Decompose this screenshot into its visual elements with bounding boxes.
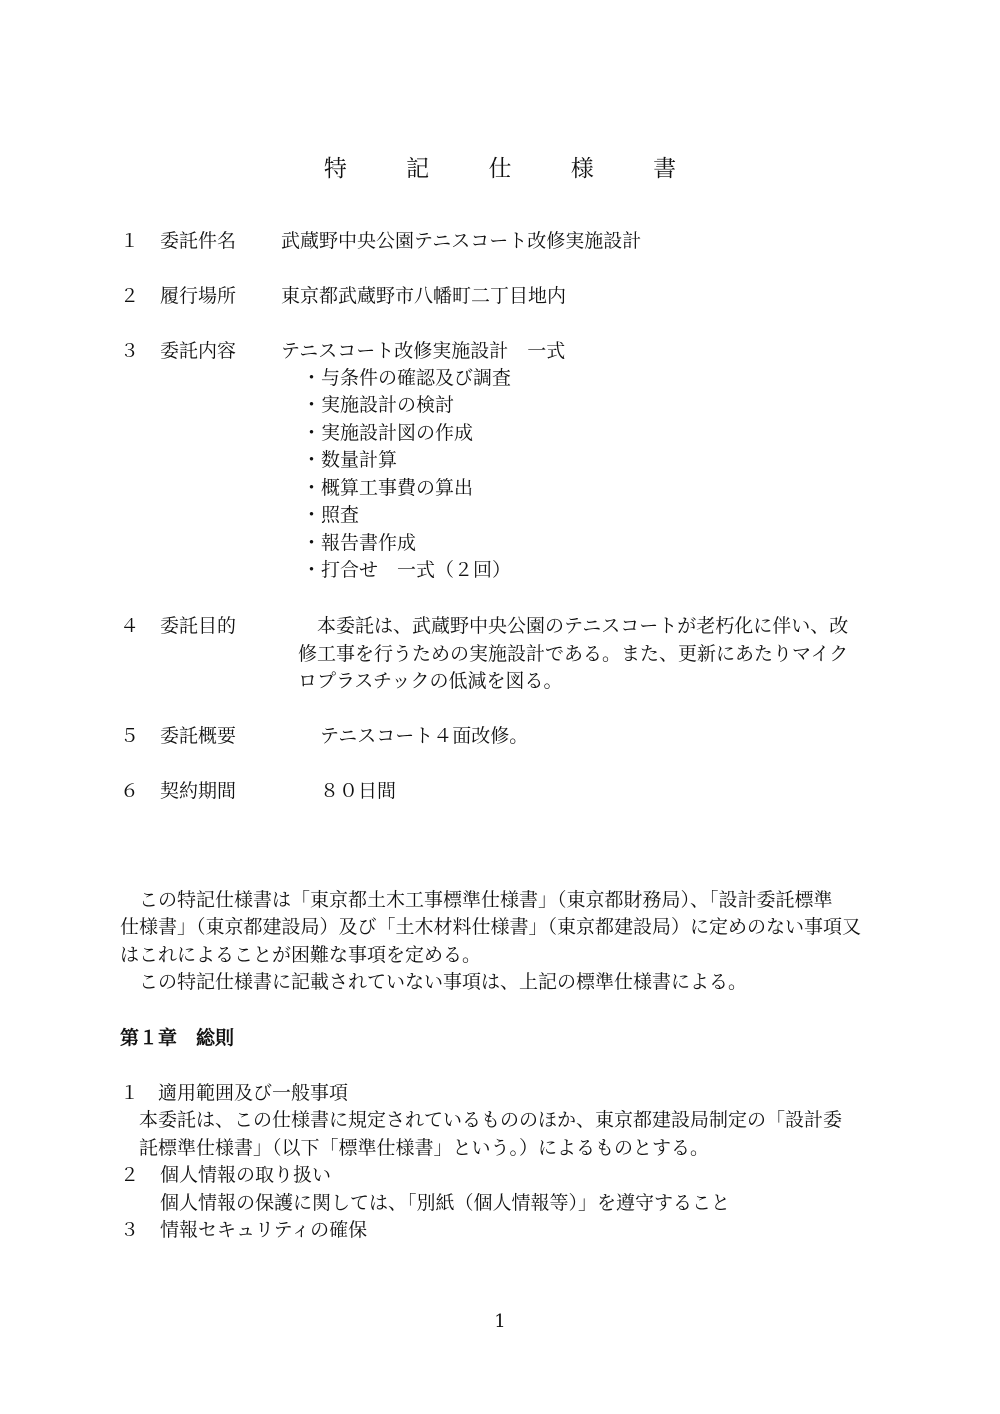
item-6-label: 契約期間: [160, 780, 237, 802]
item-1-label: 委託件名: [160, 230, 237, 252]
item-5-label: 委託概要: [160, 725, 237, 747]
preamble-line: この特記仕様書は「東京都土木工事標準仕様書」（東京都財務局）、「設計委託標準: [120, 889, 833, 911]
content-list-item: ・照査: [302, 504, 360, 526]
content-list-item: ・打合せ 一式（２回）: [302, 559, 512, 581]
item-4-number: ４: [120, 615, 140, 637]
page-number: 1: [494, 1311, 506, 1332]
item-4-label: 委託目的: [160, 615, 237, 637]
item-2-number: ２: [120, 285, 140, 307]
section-3-number: ３: [120, 1219, 140, 1241]
preamble-line: この特記仕様書に記載されていない事項は、上記の標準仕様書による。: [120, 971, 748, 993]
item-6-value: ８０日間: [320, 780, 397, 802]
preamble-line: はこれによることが困難な事項を定める。: [120, 944, 482, 966]
item-2-label: 履行場所: [160, 285, 237, 307]
section-2-heading: 個人情報の取り扱い: [160, 1164, 332, 1186]
item-6-number: ６: [120, 780, 140, 802]
content-list-item: ・実施設計図の作成: [302, 422, 474, 444]
content-list-item: ・与条件の確認及び調査: [302, 367, 512, 389]
item-1-value: 武蔵野中央公園テニスコート改修実施設計: [281, 230, 642, 252]
content-list-item: ・概算工事費の算出: [302, 477, 474, 499]
section-2-body: 個人情報の保護に関しては、「別紙（個人情報等）」を遵守すること: [160, 1192, 731, 1214]
item-3-number: ３: [120, 340, 140, 362]
purpose-line: 修工事を行うための実施設計である。また、更新にあたりマイク: [298, 643, 849, 665]
preamble-line: 仕様書」（東京都建設局）及び「土木材料仕様書」（東京都建設局）に定めのない事項又: [120, 916, 862, 938]
section-1-heading: １ 適用範囲及び一般事項: [120, 1082, 349, 1104]
content-list-item: ・実施設計の検討: [302, 394, 455, 416]
document-title: 特 記 仕 様 書: [323, 156, 703, 182]
content-list-item: ・報告書作成: [302, 532, 417, 554]
section-3-heading: 情報セキュリティの確保: [160, 1219, 368, 1241]
item-5-value: テニスコート４面改修。: [320, 725, 529, 747]
section-1-body-line: 託標準仕様書」（以下「標準仕様書」という。）によるものとする。: [139, 1137, 710, 1159]
section-2-number: ２: [120, 1164, 140, 1186]
content-list-item: ・数量計算: [302, 449, 398, 471]
purpose-line: 本委託は、武蔵野中央公園のテニスコートが老朽化に伴い、改: [298, 615, 849, 637]
chapter-heading: 第１章 総則: [120, 1027, 235, 1049]
item-1-number: １: [120, 230, 140, 252]
purpose-line: ロプラスチックの低減を図る。: [298, 670, 563, 692]
item-2-value: 東京都武蔵野市八幡町二丁目地内: [281, 285, 567, 307]
item-3-value: テニスコート改修実施設計 一式: [281, 340, 566, 362]
item-5-number: ５: [120, 725, 140, 747]
item-3-label: 委託内容: [160, 340, 237, 362]
section-1-body-line: 本委託は、この仕様書に規定されているもののほか、東京都建設局制定の「設計委: [139, 1109, 843, 1131]
